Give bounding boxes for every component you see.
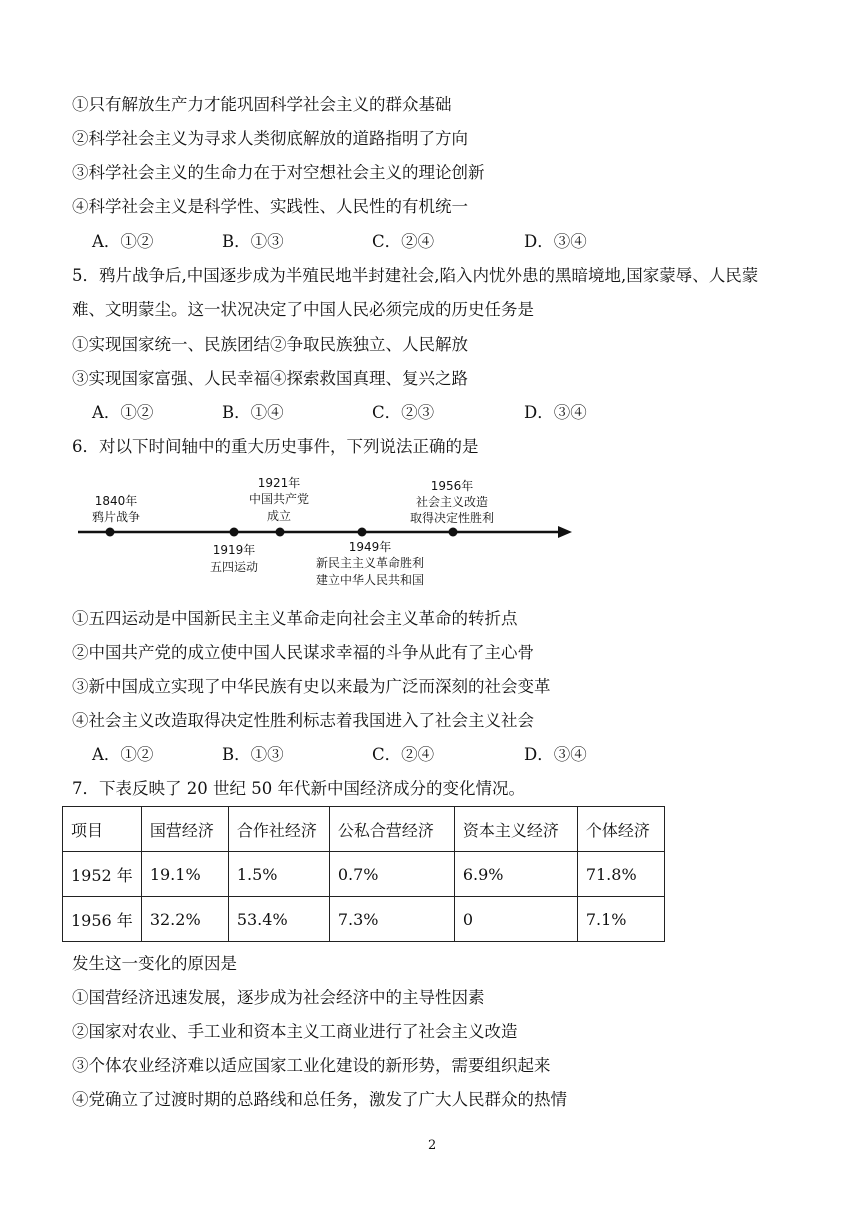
q7-item-3: ③个体农业经济难以适应国家工业化建设的新形势，需要组织起来 xyxy=(72,1056,551,1075)
table-cell: 53.4% xyxy=(228,897,329,942)
table-row xyxy=(63,897,665,942)
timeline-arrow-icon xyxy=(558,526,572,538)
economy-table xyxy=(62,806,665,942)
q4-option-b: B．①③ xyxy=(222,232,284,251)
q6-option-a: A．①② xyxy=(92,745,154,764)
q4-item-4: ④科学社会主义是科学性、实践性、人民性的有机统一 xyxy=(72,197,468,216)
label-1919-event: 五四运动 xyxy=(209,560,259,574)
q5-item-1: ①实现国家统一、民族团结②争取民族独立、人民解放 xyxy=(72,335,468,354)
q6-item-1: ①五四运动是中国新民主主义革命走向社会主义革命的转折点 xyxy=(72,609,518,628)
label-1949-year: 1949年 xyxy=(348,540,392,554)
table-cell: 1956 年 xyxy=(63,897,142,942)
q4-item-1: ①只有解放生产力才能巩固科学社会主义的群众基础 xyxy=(72,95,452,114)
q5-item-2: ③实现国家富强、人民幸福④探索救国真理、复兴之路 xyxy=(72,369,468,388)
label-1840-year: 1840年 xyxy=(94,494,138,508)
label-1949-event-2: 建立中华人民共和国 xyxy=(315,573,425,587)
timeline-dot-1921 xyxy=(276,528,285,537)
table-cell: 71.8% xyxy=(577,852,664,897)
timeline-dot-1840 xyxy=(106,528,115,537)
timeline-dot-1949 xyxy=(358,528,367,537)
label-1921-event-1: 中国共产党 xyxy=(248,492,310,506)
table-header-row xyxy=(63,807,665,852)
q5-option-d: D．③④ xyxy=(524,403,587,422)
timeline-dot-1919 xyxy=(230,528,239,537)
table-row xyxy=(63,852,665,897)
label-1949-event-1: 新民主主义革命胜利 xyxy=(315,556,425,570)
q5-stem-line-1: 5．鸦片战争后,中国逐步成为半殖民地半封建社会,陷入内忧外患的黑暗境地,国家蒙辱、人民蒙 xyxy=(72,266,759,285)
q6-stem: 6．对以下时间轴中的重大历史事件，下列说法正确的是 xyxy=(72,437,479,456)
label-1956-year: 1956年 xyxy=(430,479,474,493)
table-header-cell: 合作社经济 xyxy=(228,807,329,852)
q5-option-a: A．①② xyxy=(92,403,154,422)
table-header-cell: 项目 xyxy=(63,807,142,852)
table-cell: 1.5% xyxy=(228,852,329,897)
label-1840-event: 鸦片战争 xyxy=(91,510,141,524)
label-1956-event-1: 社会主义改造 xyxy=(415,495,489,509)
q6-item-3: ③新中国成立实现了中华民族有史以来最为广泛而深刻的社会变革 xyxy=(72,677,551,696)
label-1921-year: 1921年 xyxy=(257,476,301,490)
q7-item-1: ①国营经济迅速发展，逐步成为社会经济中的主导性因素 xyxy=(72,988,485,1007)
q7-reason: 发生这一变化的原因是 xyxy=(72,954,237,973)
table-cell: 32.2% xyxy=(141,897,228,942)
table-cell: 1952 年 xyxy=(63,852,142,897)
history-timeline xyxy=(72,470,592,595)
table-header-cell: 公私合营经济 xyxy=(329,807,454,852)
table-header-cell: 国营经济 xyxy=(141,807,228,852)
q6-option-d: D．③④ xyxy=(524,745,587,764)
q6-item-2: ②中国共产党的成立使中国人民谋求幸福的斗争从此有了主心骨 xyxy=(72,643,534,662)
table-cell: 7.1% xyxy=(577,897,664,942)
q4-option-a: A．①② xyxy=(92,232,154,251)
q4-item-3: ③科学社会主义的生命力在于对空想社会主义的理论创新 xyxy=(72,163,485,182)
timeline-dot-1956 xyxy=(449,528,458,537)
table-header-cell: 资本主义经济 xyxy=(454,807,577,852)
table-cell: 19.1% xyxy=(141,852,228,897)
label-1921-event-2: 成立 xyxy=(266,509,292,523)
table-cell: 0.7% xyxy=(329,852,454,897)
label-1956-event-2: 取得决定性胜利 xyxy=(409,511,495,525)
q6-option-c: C．②④ xyxy=(372,745,435,764)
table-header-cell: 个体经济 xyxy=(577,807,664,852)
q4-item-2: ②科学社会主义为寻求人类彻底解放的道路指明了方向 xyxy=(72,129,468,148)
table-cell: 0 xyxy=(454,897,577,942)
table-cell: 6.9% xyxy=(454,852,577,897)
q4-option-c: C．②④ xyxy=(372,232,435,251)
q6-item-4: ④社会主义改造取得决定性胜利标志着我国进入了社会主义社会 xyxy=(72,711,534,730)
q7-item-4: ④党确立了过渡时期的总路线和总任务，激发了广大人民群众的热情 xyxy=(72,1090,567,1109)
q5-option-b: B．①④ xyxy=(222,403,284,422)
page-number: 2 xyxy=(428,1138,437,1153)
q5-option-c: C．②③ xyxy=(372,403,435,422)
table-cell: 7.3% xyxy=(329,897,454,942)
q7-item-2: ②国家对农业、手工业和资本主义工商业进行了社会主义改造 xyxy=(72,1022,518,1041)
q6-option-b: B．①③ xyxy=(222,745,284,764)
q4-option-d: D．③④ xyxy=(524,232,587,251)
q5-stem-line-2: 难、文明蒙尘。这一状况决定了中国人民必须完成的历史任务是 xyxy=(72,300,534,319)
label-1919-year: 1919年 xyxy=(212,543,256,557)
q7-stem: 7．下表反映了 20 世纪 50 年代新中国经济成分的变化情况。 xyxy=(72,779,525,798)
